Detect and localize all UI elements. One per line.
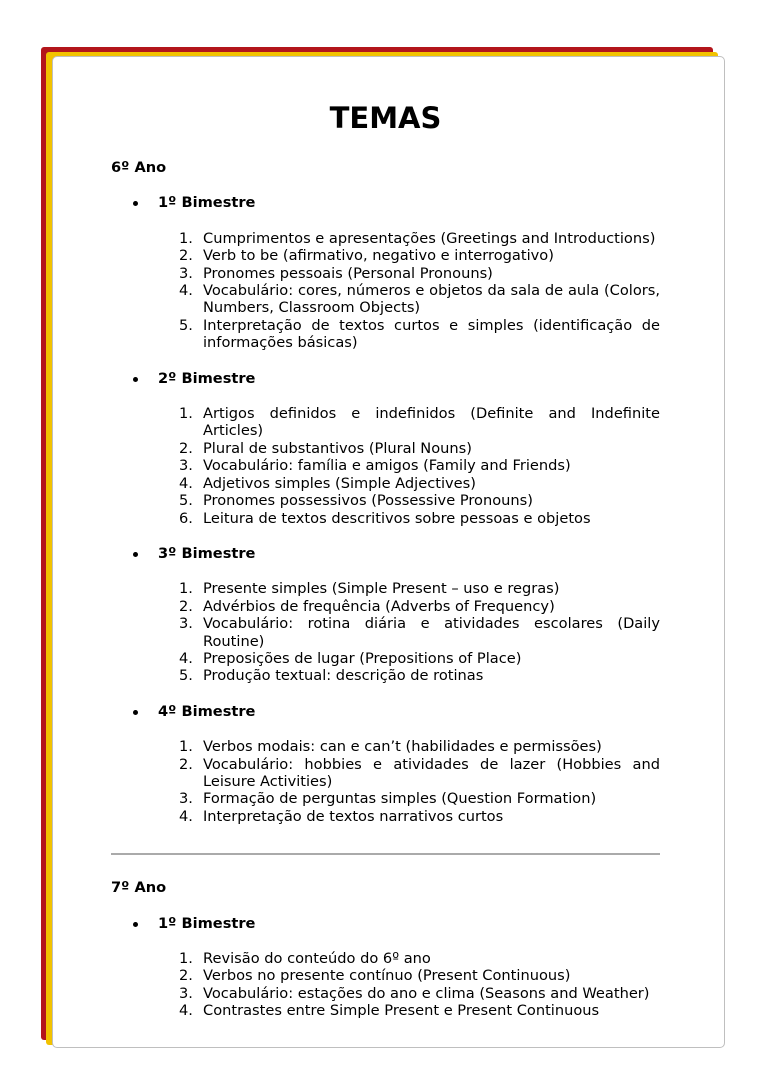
list-item-text: Vocabulário: família e amigos (Family and Friends) (203, 457, 571, 475)
topic-list (111, 950, 660, 1020)
list-item-text: Verbos no presente contínuo (Present Continuous) (203, 967, 571, 985)
bimester-label: 1º Bimestre (158, 914, 256, 932)
page-title: TEMAS (329, 101, 442, 135)
list-item-number: 5. (179, 667, 193, 685)
bullet-icon (133, 922, 138, 927)
year-heading: 7º Ano (111, 879, 167, 897)
list-item-text: Produção textual: descrição de rotinas (203, 667, 484, 685)
list-item-number: 3. (179, 790, 193, 808)
list-item (111, 457, 660, 474)
section-divider (111, 853, 660, 855)
topic-list (111, 405, 660, 527)
list-item-text: Adjetivos simples (Simple Adjectives) (203, 474, 476, 492)
list-item (111, 317, 660, 352)
bimester-label: 3º Bimestre (158, 544, 256, 562)
list-item-text: Plural de substantivos (Plural Nouns) (203, 439, 472, 457)
list-item-number: 1. (179, 580, 193, 598)
list-item-number: 2. (179, 439, 193, 457)
list-item-text: Revisão do conteúdo do 6º ano (203, 950, 431, 967)
list-item-number: 1. (179, 950, 193, 967)
list-item-text: Vocabulário: cores, números e objetos da sala de aula (Colors, Numbers, Classroom Objects) (203, 282, 660, 317)
list-item-text: Verb to be (afirmativo, negativo e interrogativo) (203, 247, 554, 265)
list-item-text: Advérbios de frequência (Adverbs of Frequency) (203, 597, 555, 615)
list-item (111, 510, 660, 527)
list-item (111, 492, 660, 509)
list-item (111, 738, 660, 755)
list-item-number: 4. (179, 1002, 193, 1020)
topic-list (111, 230, 660, 352)
list-item (111, 650, 660, 667)
bimester-heading (111, 545, 660, 562)
list-item (111, 580, 660, 597)
bullet-icon (133, 201, 138, 206)
list-item-text: Interpretação de textos narrativos curtos (203, 807, 504, 825)
list-item-number: 3. (179, 984, 193, 1002)
list-item (111, 985, 660, 1002)
list-item-text: Cumprimentos e apresentações (Greetings and Introductions) (203, 229, 656, 247)
list-item-text: Interpretação de textos curtos e simples (identificação de informações básicas) (203, 316, 660, 352)
bullet-icon (133, 710, 138, 715)
list-item-text: Formação de perguntas simples (Question Formation) (203, 790, 597, 808)
bimester-label: 1º Bimestre (158, 194, 256, 212)
list-item-text: Preposições de lugar (Prepositions of Place) (203, 649, 522, 667)
bimester-heading (111, 194, 660, 211)
list-item (111, 475, 660, 492)
list-item-text: Verbos modais: can e can’t (habilidades e permissões) (203, 738, 602, 756)
list-item-text: Vocabulário: hobbies e atividades de lazer (Hobbies and Leisure Activities) (203, 755, 660, 790)
list-item (111, 440, 660, 457)
list-item-number: 3. (179, 457, 193, 475)
list-item-text: Pronomes possessivos (Possessive Pronouns) (203, 492, 533, 510)
list-item-text: Presente simples (Simple Present – uso e regras) (203, 580, 560, 598)
list-item (111, 667, 660, 684)
bimester-heading (111, 915, 660, 932)
year-heading: 6º Ano (111, 159, 167, 176)
list-item (111, 790, 660, 807)
topic-list (111, 738, 660, 825)
bimester-heading (111, 370, 660, 387)
list-item (111, 808, 660, 825)
list-item-number: 3. (179, 615, 193, 633)
list-item (111, 405, 660, 440)
list-item-number: 3. (179, 264, 193, 282)
list-item-number: 4. (179, 474, 193, 492)
document-page (52, 56, 725, 1048)
list-item-number: 4. (179, 649, 193, 667)
list-item-number: 2. (179, 597, 193, 615)
list-item-number: 5. (179, 492, 193, 510)
list-item (111, 230, 660, 247)
list-item-text: Artigos definidos e indefinidos (Definite and Indefinite Articles) (203, 405, 660, 440)
list-item-number: 5. (179, 316, 193, 334)
list-item-number: 4. (179, 807, 193, 825)
list-item-number: 1. (179, 229, 193, 247)
list-item-number: 2. (179, 247, 193, 265)
list-item (111, 598, 660, 615)
list-item (111, 950, 660, 967)
list-item (111, 1002, 660, 1019)
bimester-label: 2º Bimestre (158, 369, 256, 387)
list-item-text: Vocabulário: rotina diária e atividades escolares (Daily Routine) (203, 615, 660, 650)
list-item (111, 247, 660, 264)
document-content (111, 101, 660, 1038)
topic-list (111, 580, 660, 684)
list-item-number: 4. (179, 282, 193, 300)
bimester-heading (111, 703, 660, 720)
list-item-number: 6. (179, 509, 193, 527)
list-item-text: Pronomes pessoais (Personal Pronouns) (203, 264, 493, 282)
list-item-number: 2. (179, 967, 193, 985)
bimester-label: 4º Bimestre (158, 702, 256, 720)
list-item-number: 1. (179, 738, 193, 756)
bullet-icon (133, 377, 138, 382)
years-container (111, 159, 660, 1020)
list-item-number: 2. (179, 755, 193, 773)
list-item-number: 1. (179, 405, 193, 423)
list-item (111, 265, 660, 282)
list-item-text: Vocabulário: estações do ano e clima (Seasons and Weather) (203, 984, 650, 1002)
list-item (111, 967, 660, 984)
list-item-text: Leitura de textos descritivos sobre pessoas e objetos (203, 509, 591, 527)
list-item (111, 282, 660, 317)
list-item (111, 756, 660, 791)
list-item-text: Contrastes entre Simple Present e Present Continuous (203, 1002, 600, 1020)
bullet-icon (133, 552, 138, 557)
list-item (111, 615, 660, 650)
